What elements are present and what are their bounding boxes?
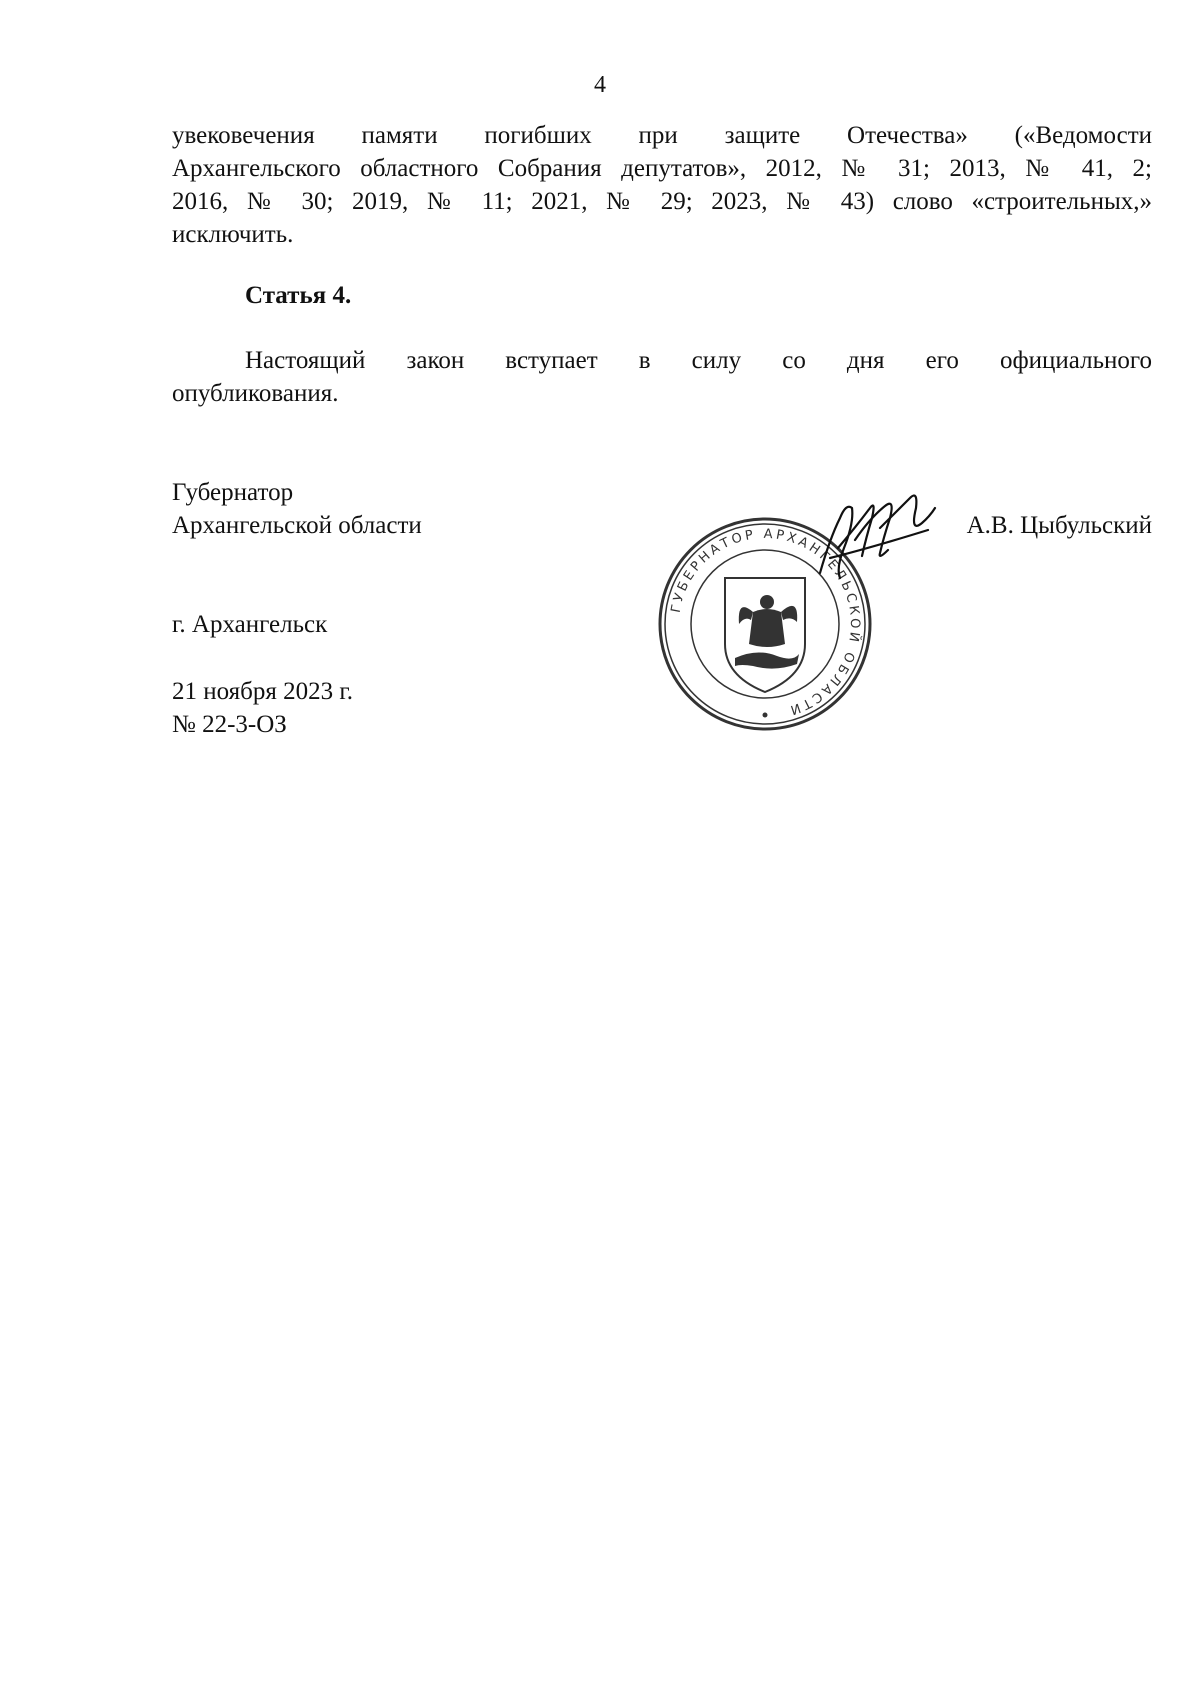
paragraph-line: увековечения памяти погибших при защите Отечества» («Ведомости (172, 122, 1152, 149)
paragraph-line: исключить. (172, 221, 294, 248)
paragraph-line: Архангельского областного Собрания депутатов», 2012, № 31; 2013, № 41, 2; (172, 155, 1152, 182)
signer-title: Губернатор (172, 479, 294, 506)
signer-name: А.В. Цыбульский (966, 512, 1152, 539)
seal-text: ГУБЕРНАТОР АРХАНГЕЛЬСКОЙ ОБЛАСТИ (668, 526, 863, 718)
signer-position (172, 476, 422, 542)
paragraph-line: опубликования. (172, 380, 339, 407)
paragraph-line: 2016, № 30; 2019, № 11; 2021, № 29; 2023, № 43) слово «строительных,» (172, 188, 1152, 215)
law-number: № 22-3-ОЗ (172, 711, 287, 738)
article-heading: Статья 4. (245, 282, 352, 309)
handwritten-signature (810, 478, 940, 608)
date-and-number (172, 675, 353, 741)
amendment-paragraph (172, 119, 1152, 251)
signing-date: 21 ноября 2023 г. (172, 678, 354, 705)
place-of-signing: г. Архангельск (172, 611, 328, 638)
page-number: 4 (594, 72, 606, 98)
signer-region: Архангельской области (172, 512, 422, 539)
paragraph-line: Настоящий закон вступает в силу со дня его официального (245, 347, 1152, 374)
article-body (172, 344, 1152, 410)
